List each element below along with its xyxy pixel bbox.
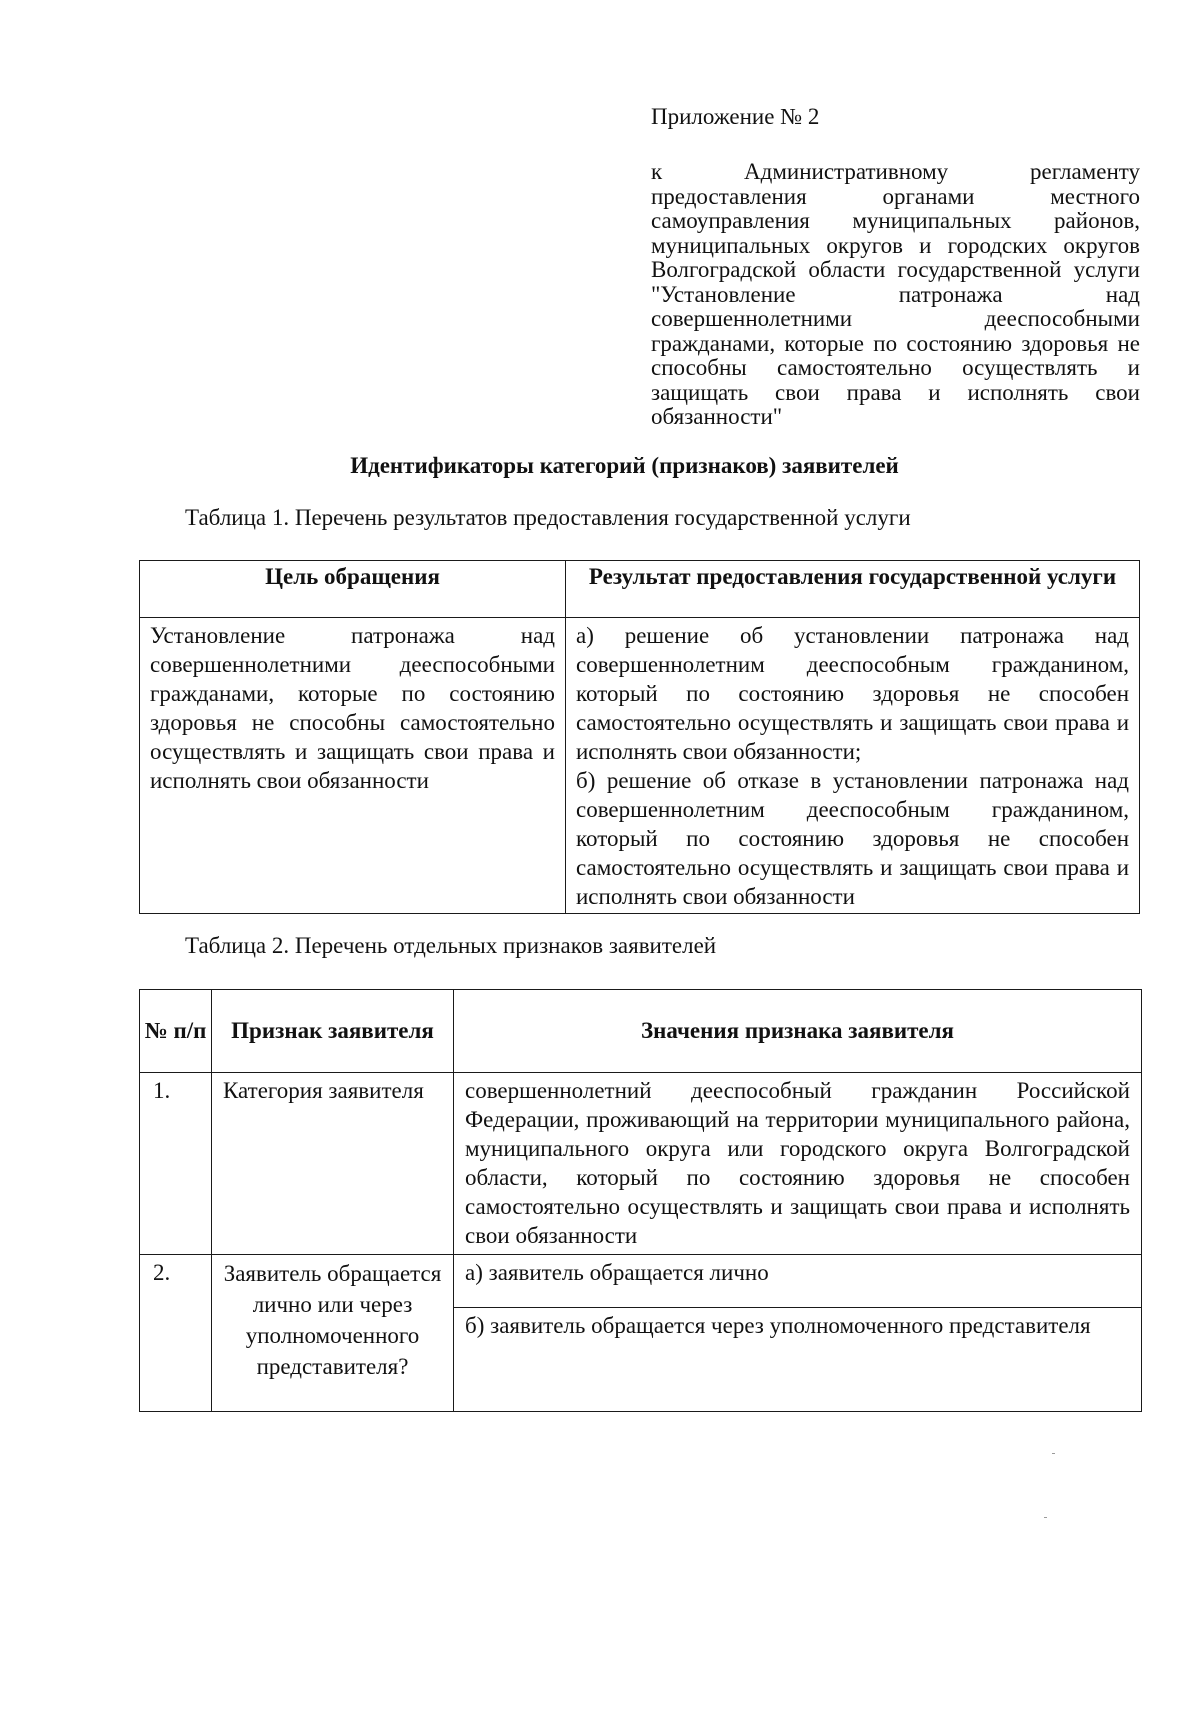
- purpose-text: Установление патронажа над совершеннолетними дееспособными гражданами, которые по состоянию здоровья не способны самостоятельно осуществлять и защищать свои права и исполнять свои обязанности: [150, 623, 555, 793]
- column-header-sign: Признак заявителя: [212, 990, 454, 1073]
- table1-caption: Таблица 1. Перечень результатов предоставления государственной услуги: [185, 505, 911, 530]
- row-number: 2.: [140, 1255, 212, 1412]
- table2-caption: Таблица 2. Перечень отдельных признаков заявителей: [185, 933, 717, 958]
- purpose-cell: [140, 618, 566, 914]
- result-option-b: б) решение об отказе в установлении патронажа над совершеннолетним дееспособным гражданином, который по состоянию здоровья не способен самостоятельно осуществлять и защищать свои права и исполнять свои обязанности: [576, 768, 1129, 909]
- table-row: [140, 1073, 1142, 1255]
- table-row: [140, 618, 1140, 914]
- sign-cell: Заявитель обращается лично или через уполномоченного представителя?: [212, 1255, 454, 1412]
- column-header-result: Результат предоставления государственной услуги: [566, 561, 1140, 618]
- value-cell: совершеннолетний дееспособный гражданин Российской Федерации, проживающий на территории муниципального района, муниципального округа или городского округа Волгоградской области, который по состоянию здоровья не способен самостоятельно осуществлять и защищать свои права и исполнять свои обязанности: [454, 1073, 1142, 1255]
- applicant-signs-table: [139, 989, 1142, 1412]
- table-header-row: [140, 990, 1142, 1073]
- column-header-number: № п/п: [140, 990, 212, 1073]
- row-number: 1.: [140, 1073, 212, 1255]
- value-option-a: а) заявитель обращается лично: [454, 1255, 1142, 1308]
- table-header-row: [140, 561, 1140, 618]
- annex-text: к Административному регламенту предоставления органами местного самоуправления муниципальных районов, муниципальных округов и городских округов Волгоградской области государственной услуги "Установление патронажа над совершеннолетними дееспособными гражданами, которые по состоянию здоровья не способны самостоятельно осуществлять и защищать свои права и исполнять свои обязанности": [651, 159, 1140, 429]
- column-header-values: Значения признака заявителя: [454, 990, 1142, 1073]
- table-row: [140, 1255, 1142, 1308]
- result-cell: [566, 618, 1140, 914]
- column-header-purpose: Цель обращения: [140, 561, 566, 618]
- value-option-b: б) заявитель обращается через уполномоченного представителя: [454, 1308, 1142, 1412]
- annex-title: Приложение № 2: [651, 104, 820, 129]
- result-option-a: а) решение об установлении патронажа над совершеннолетним дееспособным гражданином, который по состоянию здоровья не способен самостоятельно осуществлять и защищать свои права и исполнять свои обязанности;: [576, 623, 1129, 764]
- scan-artifact: [1044, 1517, 1047, 1518]
- document-heading: Идентификаторы категорий (признаков) заявителей: [350, 453, 899, 478]
- results-table: [139, 560, 1140, 914]
- sign-cell: Категория заявителя: [212, 1073, 454, 1255]
- scan-artifact: [1052, 1453, 1055, 1454]
